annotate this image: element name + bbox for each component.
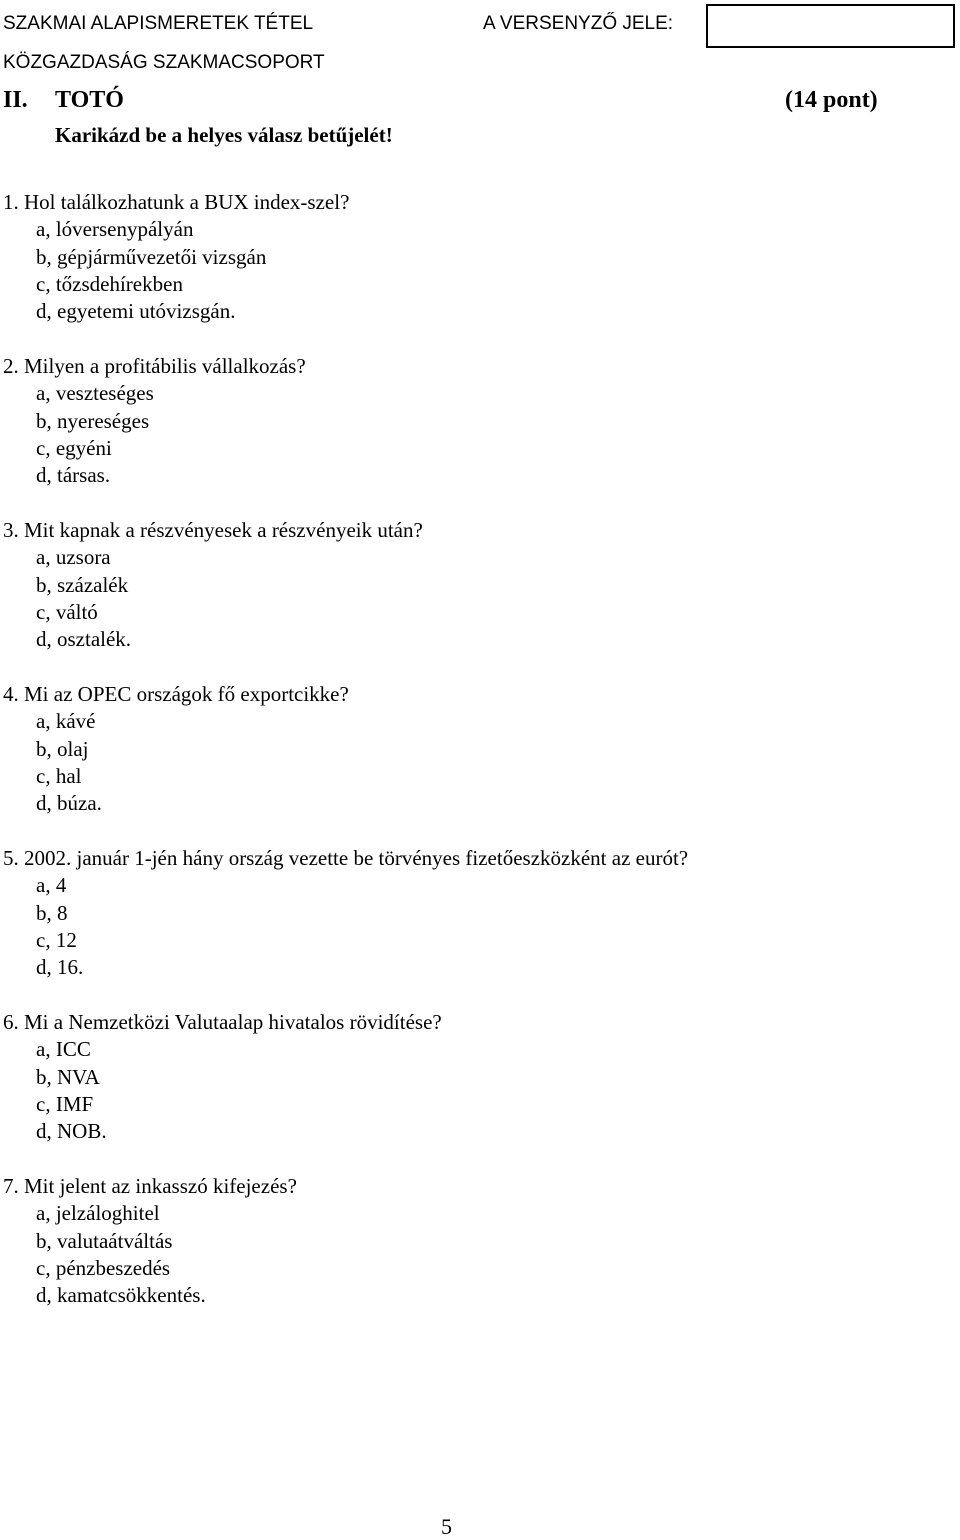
question-text: 6. Mi a Nemzetközi Valutaalap hivatalos rövidítése? [3, 1010, 442, 1034]
question-7 [0, 1173, 960, 1309]
answer-option-b[interactable]: b, olaj [36, 736, 89, 761]
question-text: 4. Mi az OPEC országok fő exportcikke? [3, 682, 349, 706]
header-competitor-label: A VERSENYZŐ JELE: [483, 13, 674, 34]
answer-option-c[interactable]: c, váltó [36, 599, 98, 624]
answer-option-d[interactable]: d, 16. [36, 955, 84, 980]
section-points: (14 pont) [785, 87, 878, 113]
answer-option-b[interactable]: b, gépjárművezetői vizsgán [36, 244, 267, 269]
answer-option-b[interactable]: b, NVA [36, 1064, 100, 1089]
answer-option-c[interactable]: c, IMF [36, 1091, 94, 1116]
answer-option-a[interactable]: a, kávé [36, 709, 96, 734]
question-2 [0, 353, 960, 489]
header-exam-title: SZAKMAI ALAPISMERETEK TÉTEL [3, 13, 314, 34]
answer-option-b[interactable]: b, valutaátváltás [36, 1228, 173, 1253]
answer-option-a[interactable]: a, uzsora [36, 545, 111, 570]
page-number: 5 [441, 1514, 452, 1539]
answer-option-c[interactable]: c, egyéni [36, 435, 112, 460]
question-text: 5. 2002. január 1-jén hány ország vezette be törvényes fizetőeszközként az eurót? [3, 846, 689, 870]
answer-option-b[interactable]: b, 8 [36, 900, 68, 925]
answer-option-d[interactable]: d, társas. [36, 463, 111, 488]
question-5 [0, 845, 960, 981]
answer-option-c[interactable]: c, pénzbeszedés [36, 1255, 171, 1280]
question-list [0, 189, 960, 1337]
answer-option-a[interactable]: a, 4 [36, 873, 67, 898]
competitor-id-box[interactable] [706, 4, 955, 48]
question-1 [0, 189, 960, 325]
answer-option-c[interactable]: c, tőzsdehírekben [36, 271, 183, 296]
answer-option-b[interactable]: b, százalék [36, 572, 129, 597]
question-3 [0, 517, 960, 653]
question-text: 2. Milyen a profitábilis vállalkozás? [3, 354, 306, 378]
section-instruction: Karikázd be a helyes válasz betűjelét! [55, 123, 393, 147]
answer-option-b[interactable]: b, nyereséges [36, 408, 150, 433]
answer-option-a[interactable]: a, veszteséges [36, 381, 154, 406]
answer-option-a[interactable]: a, jelzáloghitel [36, 1201, 160, 1226]
answer-option-a[interactable]: a, lóversenypályán [36, 217, 194, 242]
question-4 [0, 681, 960, 817]
answer-option-d[interactable]: d, osztalék. [36, 627, 132, 652]
answer-option-c[interactable]: c, 12 [36, 927, 77, 952]
header-subject-group: KÖZGAZDASÁG SZAKMACSOPORT [3, 52, 325, 73]
section-number: II. [3, 87, 28, 113]
answer-option-c[interactable]: c, hal [36, 763, 82, 788]
answer-option-a[interactable]: a, ICC [36, 1037, 91, 1062]
question-text: 3. Mit kapnak a részvényesek a részvényeik után? [3, 518, 423, 542]
question-text: 7. Mit jelent az inkasszó kifejezés? [3, 1174, 297, 1198]
answer-option-d[interactable]: d, NOB. [36, 1119, 107, 1144]
answer-option-d[interactable]: d, egyetemi utóvizsgán. [36, 299, 236, 324]
question-6 [0, 1009, 960, 1145]
section-title: TOTÓ [55, 87, 124, 113]
answer-option-d[interactable]: d, kamatcsökkentés. [36, 1283, 206, 1308]
question-text: 1. Hol találkozhatunk a BUX index-szel? [3, 190, 350, 214]
answer-option-d[interactable]: d, búza. [36, 791, 102, 816]
